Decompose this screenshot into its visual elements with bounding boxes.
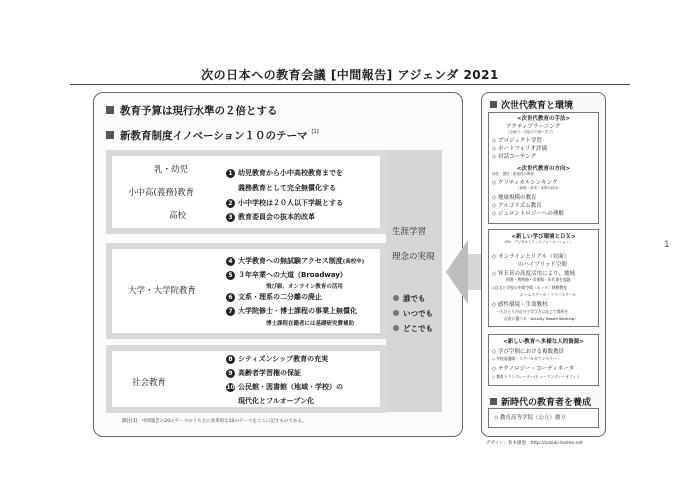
box-head-methods: <次世代教育の手法> [516,116,571,122]
lifelong-learning-label: 生涯学習 [392,227,427,237]
footnote: 脚注[1]：中間報告の20のテーマのうち主に改革的な10のテーマをここに記すものである。 [122,419,307,424]
panel-title-educator-training: 新時代の教育者を養成 [490,395,591,408]
theme-item-7: 7 大学院修士・博士課程の事業上無償化 [226,306,357,316]
section-label-university: 大学・大学院教育 [128,286,197,296]
page-number: 1 [664,240,670,250]
method-item: ◇ プロジェクト学習 [492,138,542,144]
theme-item-9: 9 高齢者学習権の保証 [226,368,301,378]
bullet-anyone: 誰でも [393,293,426,304]
square-bullet-icon [106,131,114,139]
direction-item: ◇ 地球規模の教育 [492,195,537,201]
direction-note: （真理・真実・本質の探求） [516,186,562,190]
arrow-shaft [466,254,482,290]
environment-note: 図書・博物館・美術館・年代事を超越 [506,277,571,282]
resource-item: ◇ 学び空間における複数教員 [492,349,564,355]
method-item: アクティブラーニング [506,124,561,130]
bullet-icon [393,325,399,331]
square-bullet-icon [106,106,114,114]
environment-note: 自由に選べる〈Activity Based Working〉 [504,316,579,321]
bullet-anytime: いつでも [393,308,433,319]
environment-item: のハイブリッド空間 [518,262,567,268]
resource-item: ◇ 教育トランスレーター/ヒューマンディーオフィイ [492,374,581,379]
method-item: ◇ ポートフォリオ評価 [492,146,547,152]
theme-item-1-cont: 義務教育として完全無償化する [238,184,336,192]
theme-item-6: 6 文系・理系の二分離の廃止 [226,292,322,302]
theme-item-4: 4 大学教育への無試験アクセス制度(高校卒) [226,256,364,266]
section-label-compulsory: 小中高(義務)教育 [128,188,195,198]
resource-item: ◇ 学校看護師・スクールカウンセラー [492,356,557,361]
theme-item-8: 8 シティズンシップ教育の充実 [226,354,328,364]
square-bullet-icon [490,398,497,405]
environment-note: 一人ひとりが自分で学び方に応じて場所を [496,309,569,314]
environment-note: ホームスクール・フリースクール [520,292,577,297]
environment-item: ◇ オンラインとリアル（対面） [492,254,570,260]
left-arrow-icon [446,240,468,304]
environment-item: ◇ ＷＥＢの高度活用により、地域 [492,271,575,277]
panel-title-next-gen: 次世代教育と環境 [490,98,573,111]
direction-item: ◇ クリティカルシンキング [492,180,558,186]
box-head-direction: <次世代教育の方向> [516,166,571,172]
theme-item-10: 10 公民館・図書館（地域・学校）の [226,383,343,391]
box-head-environment: <新しい学び環境とＤＸ> [511,234,576,240]
square-bullet-icon [490,101,497,108]
method-note: （企画力・対話力で深い学び） [506,130,555,134]
footnote-marker: [1] [311,129,319,135]
direction-item: ◇ ジェロントロジーへの理解 [492,211,564,217]
method-item: ◇ 対話コーチング [492,154,537,160]
theme-item-5-note: 飛び級、オンライン教育の活用 [266,284,343,290]
theme-item-2: 2 小中学校は２０人以下学級とする [226,198,343,208]
environment-item: ◇ 感性環境・生命教材 [492,302,548,308]
bullet-icon [393,310,399,316]
theme-item-10-cont: 現代化とフルオープン化 [238,397,315,405]
section-label-highschool: 高校 [169,211,187,221]
environment-item: ◇自宅と学校の中間空間〈ポッド〉移動教室 [492,285,568,290]
topic-ten-themes [106,128,319,143]
bullet-anywhere: どこでも [393,323,433,334]
theme-item-7-note: 博士課程在籍者には基礎研究費補助 [266,321,355,327]
page-title: 次の日本への教育会議 [中間報告] アジェンダ 2021 [201,68,499,82]
theme-item-5: 5 ３年卒業への大道（Broadway） [226,270,347,280]
direction-item: ◇ アルゴリズム教育 [492,203,542,209]
bullet-icon [393,295,399,301]
theme-item-3: 3 教育委員会の抜本的改革 [226,212,315,222]
section-label-infant: 乳・幼児 [154,165,189,175]
section-label-social: 社会教育 [132,378,167,388]
topic-text: 教育予算は現行水準の２倍とする [120,105,278,117]
topic-text: 新教育制度イノベーション１０のテーマ [120,130,308,142]
dx-note: （DX：デジタルトランスフォーメーション） [502,240,573,244]
topic-education-budget [106,103,278,118]
lifelong-learning-column [386,150,442,412]
design-credit: デザイン：鈴木敏恵 http://suzuki-toshie.net [486,441,583,446]
theme-item-1: 1 幼児教育から小中高校教育までを [226,168,343,178]
box-head-human-resources: <新しい教育へ多様な人的資源> [503,339,584,345]
educator-school-item: ◇ 教育高等学院（公立）創立 [494,415,566,421]
resource-item: ◇ テクノロジー・コーディネータ [492,366,575,372]
title-divider [70,84,630,85]
direction-note: 知性・感性・創造性の教育 [492,172,534,176]
concept-realization-label: 理念の実現 [392,252,435,262]
